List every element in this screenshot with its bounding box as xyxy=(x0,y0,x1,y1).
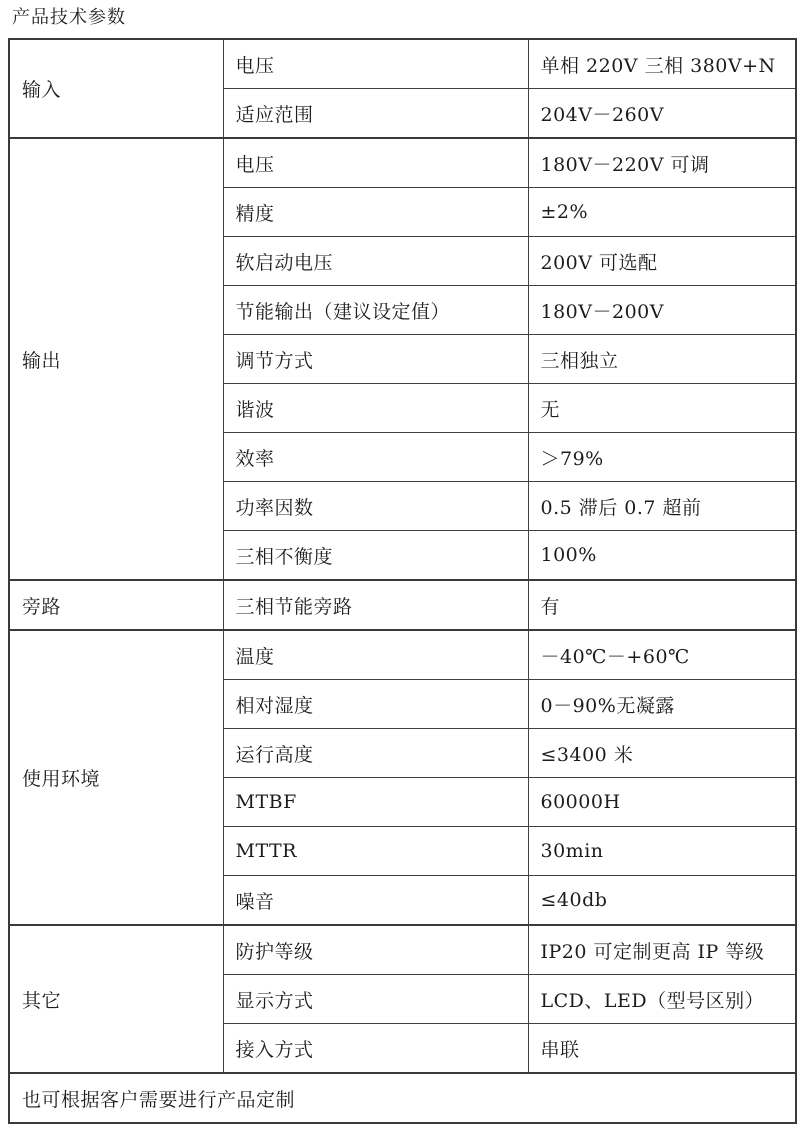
param-label-cell: 接入方式 xyxy=(223,1024,528,1074)
param-value-cell: IP20 可定制更高 IP 等级 xyxy=(528,925,796,975)
param-label-cell: 显示方式 xyxy=(223,975,528,1024)
param-label-cell: 节能输出（建议设定值） xyxy=(223,286,528,335)
param-value-cell: 60000H xyxy=(528,778,796,827)
param-value-cell: ≤40db xyxy=(528,876,796,926)
param-label-cell: 三相节能旁路 xyxy=(223,580,528,630)
param-value-cell: 200V 可选配 xyxy=(528,237,796,286)
table-row xyxy=(9,580,796,630)
param-label-cell: 调节方式 xyxy=(223,335,528,384)
group-header-cell: 输入 xyxy=(9,39,223,138)
param-label-cell: MTBF xyxy=(223,778,528,827)
group-header-cell: 旁路 xyxy=(9,580,223,630)
table-row xyxy=(9,138,796,188)
param-label-cell: 谐波 xyxy=(223,384,528,433)
param-label-cell: 软启动电压 xyxy=(223,237,528,286)
param-label-cell: 适应范围 xyxy=(223,89,528,139)
param-value-cell: 单相 220V 三相 380V+N xyxy=(528,39,796,89)
param-label-cell: 相对湿度 xyxy=(223,680,528,729)
param-label-cell: 精度 xyxy=(223,188,528,237)
param-label-cell: 效率 xyxy=(223,433,528,482)
param-value-cell: 无 xyxy=(528,384,796,433)
param-value-cell: LCD、LED（型号区别） xyxy=(528,975,796,1024)
spec-table-body xyxy=(9,39,796,1123)
param-value-cell: 串联 xyxy=(528,1024,796,1074)
param-label-cell: MTTR xyxy=(223,827,528,876)
param-label-cell: 电压 xyxy=(223,138,528,188)
param-value-cell: 0.5 滞后 0.7 超前 xyxy=(528,482,796,531)
param-value-cell: 100% xyxy=(528,531,796,581)
param-value-cell: ±2% xyxy=(528,188,796,237)
table-row xyxy=(9,630,796,680)
param-value-cell: 有 xyxy=(528,580,796,630)
footer-row xyxy=(9,1073,796,1123)
param-label-cell: 电压 xyxy=(223,39,528,89)
group-header-cell: 其它 xyxy=(9,925,223,1073)
footer-note: 也可根据客户需要进行产品定制 xyxy=(9,1073,796,1123)
param-label-cell: 温度 xyxy=(223,630,528,680)
table-row xyxy=(9,39,796,89)
page-title: 产品技术参数 xyxy=(12,7,126,28)
param-value-cell: ＞79% xyxy=(528,433,796,482)
param-value-cell: 0－90%无凝露 xyxy=(528,680,796,729)
param-value-cell: 204V－260V xyxy=(528,89,796,139)
param-label-cell: 三相不衡度 xyxy=(223,531,528,581)
group-header-cell: 输出 xyxy=(9,138,223,580)
param-label-cell: 运行高度 xyxy=(223,729,528,778)
spec-table xyxy=(8,38,797,1124)
param-value-cell: 30min xyxy=(528,827,796,876)
param-value-cell: ≤3400 米 xyxy=(528,729,796,778)
param-label-cell: 噪音 xyxy=(223,876,528,926)
param-value-cell: 三相独立 xyxy=(528,335,796,384)
table-row xyxy=(9,925,796,975)
param-value-cell: 180V－200V xyxy=(528,286,796,335)
param-label-cell: 功率因数 xyxy=(223,482,528,531)
param-value-cell: 180V－220V 可调 xyxy=(528,138,796,188)
param-value-cell: －40℃－+60℃ xyxy=(528,630,796,680)
param-label-cell: 防护等级 xyxy=(223,925,528,975)
group-header-cell: 使用环境 xyxy=(9,630,223,925)
